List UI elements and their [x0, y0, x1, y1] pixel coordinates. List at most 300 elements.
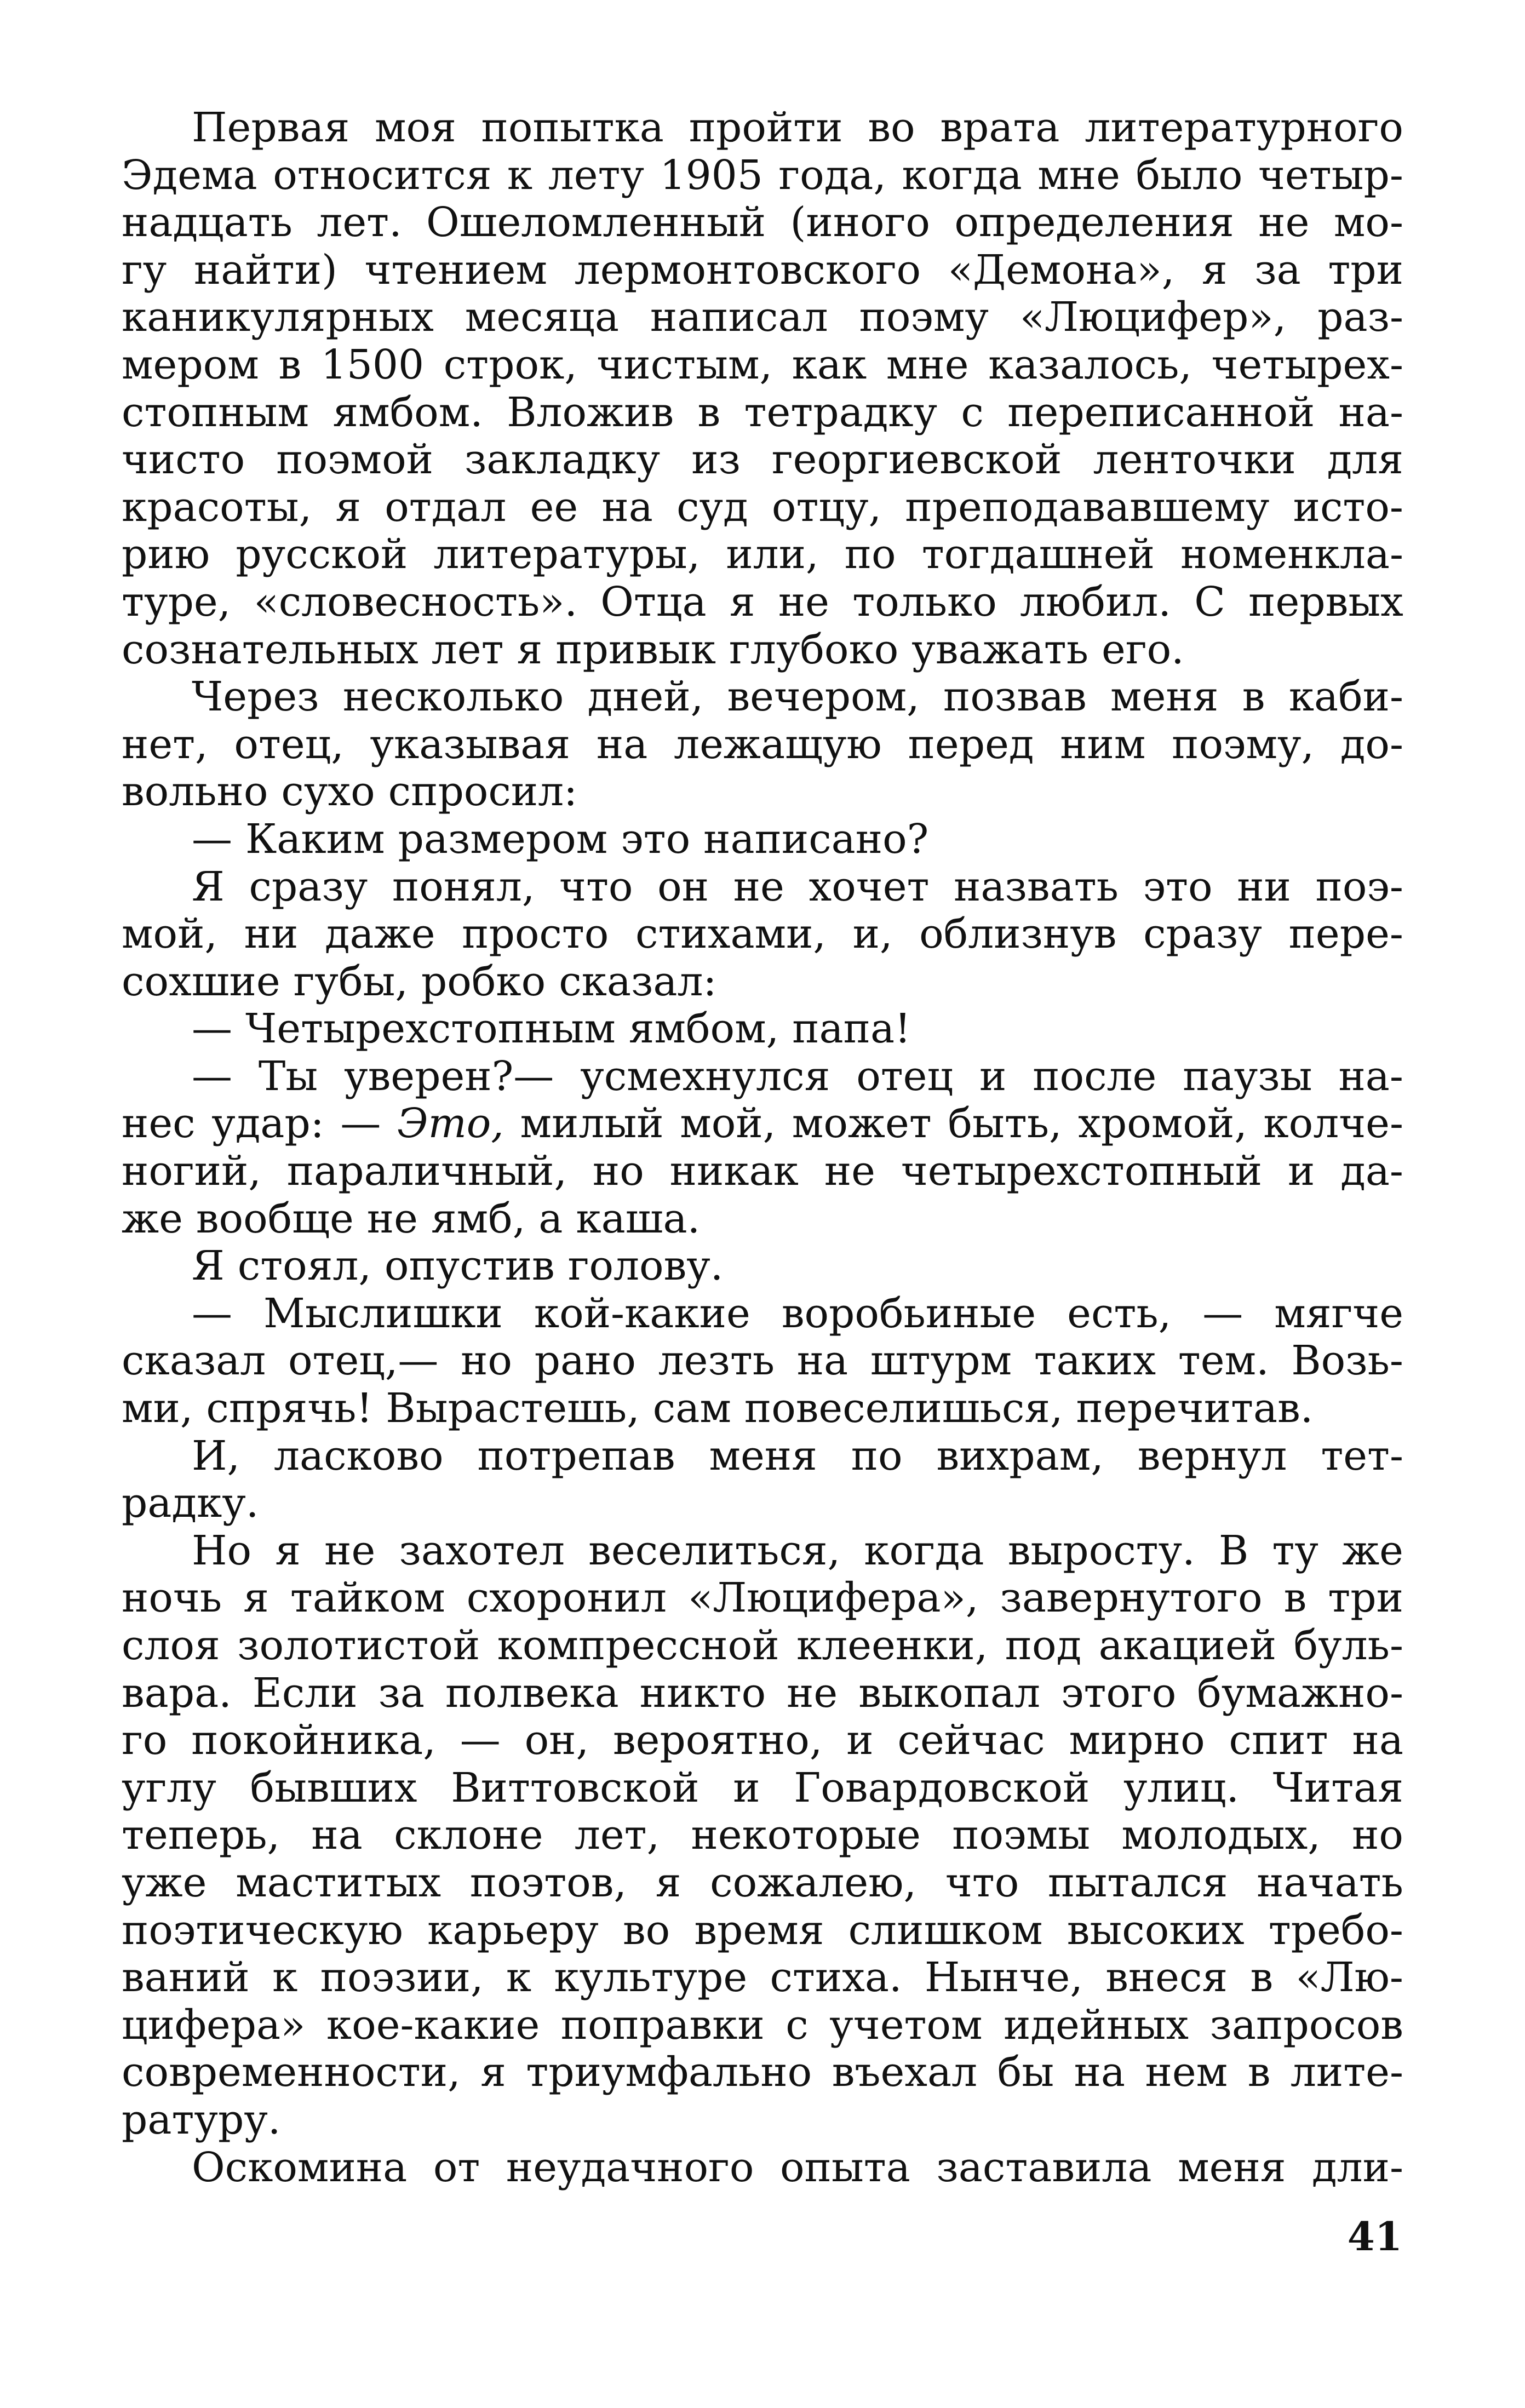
text-line	[122, 2144, 1403, 2192]
word: несколько	[342, 673, 564, 721]
word: и	[846, 1717, 874, 1764]
text-line	[122, 958, 1403, 1006]
word: клеенки,	[796, 1622, 988, 1669]
word: даже	[324, 910, 435, 958]
word: ямбом.	[332, 388, 483, 436]
word: Эдема	[122, 151, 257, 199]
word: и	[1288, 1148, 1315, 1195]
word: спросил:	[388, 768, 578, 816]
word: Нынче,	[924, 1954, 1083, 2002]
word: —	[192, 1289, 232, 1337]
word: нес	[122, 1100, 196, 1148]
word: не	[324, 1527, 376, 1574]
word: въехал	[832, 2049, 978, 2096]
word: написано?	[703, 815, 929, 863]
word: сказал:	[559, 958, 717, 1005]
word: это	[621, 815, 691, 863]
word: ямбом,	[628, 1005, 779, 1053]
word: вероятно,	[612, 1717, 823, 1764]
word: написал	[650, 294, 828, 341]
word: бывших	[250, 1764, 417, 1811]
word: таких	[1034, 1337, 1156, 1385]
word: лежащую	[674, 720, 882, 768]
word: —	[192, 1052, 232, 1100]
word: сохшие	[122, 958, 280, 1005]
word: ваний	[122, 1954, 250, 2002]
word: «Демона»,	[948, 246, 1175, 294]
text-line	[122, 1717, 1403, 1764]
text-line	[122, 2096, 1403, 2144]
word: стоял,	[237, 1242, 371, 1290]
word: три	[1328, 1574, 1403, 1622]
word: меня	[1178, 2143, 1286, 2191]
word: молодых,	[1121, 1811, 1321, 1859]
word: литературы,	[433, 531, 701, 578]
word: не	[366, 1195, 418, 1242]
text-line	[122, 152, 1403, 199]
word: —	[192, 815, 232, 863]
word: на-	[1338, 388, 1403, 436]
word: «Лю-	[1295, 1954, 1403, 2002]
word: тет-	[1321, 1432, 1403, 1480]
word: четырех-	[1211, 341, 1403, 388]
word: за	[1254, 246, 1301, 294]
text-line	[122, 1954, 1403, 2002]
word: после	[1033, 1052, 1157, 1100]
word: и	[979, 1052, 1007, 1100]
word: Читая	[1272, 1764, 1403, 1811]
word: полвека	[445, 1669, 619, 1717]
word: требо-	[1268, 1906, 1403, 1954]
word: сразу	[249, 863, 368, 910]
word: стихами,	[635, 910, 826, 958]
word: по	[851, 1432, 903, 1480]
word: в	[1250, 1954, 1274, 2002]
word: сожалею,	[710, 1859, 917, 1906]
word: повеселишься,	[744, 1385, 1063, 1432]
word: поэ-	[1315, 863, 1403, 910]
word: да-	[1340, 1148, 1403, 1195]
word: но	[592, 1148, 644, 1195]
word: начать	[1257, 1859, 1403, 1906]
text-line	[122, 1148, 1403, 1195]
word: поэзии,	[320, 1954, 484, 2002]
text-line	[122, 626, 1403, 674]
text-line	[122, 1053, 1403, 1100]
text-line	[122, 1622, 1403, 1670]
word: Виттовской	[451, 1764, 700, 1811]
word: ту	[1272, 1527, 1318, 1574]
word: облизнув	[919, 910, 1117, 958]
word: в	[697, 388, 721, 436]
word: во	[623, 1906, 670, 1954]
word: опустив	[384, 1242, 555, 1290]
word: за	[378, 1669, 425, 1717]
word: же	[1342, 1527, 1403, 1574]
word: что	[945, 1859, 1019, 1906]
text-line	[122, 1242, 1403, 1290]
word: но	[461, 1337, 512, 1385]
word: схоронил	[466, 1574, 667, 1622]
word: относится	[273, 151, 492, 199]
word: ногий,	[122, 1148, 261, 1195]
word: георгиевской	[771, 436, 1062, 484]
word: И,	[192, 1432, 240, 1480]
word: на	[596, 720, 648, 768]
text-line	[122, 341, 1403, 389]
text-line	[122, 531, 1403, 578]
word: он	[657, 863, 709, 910]
word: современности,	[122, 2049, 461, 2096]
word: преподававшему	[905, 483, 1270, 531]
word: запросов	[1209, 2001, 1403, 2049]
word: сразу	[1143, 910, 1262, 958]
word: сейчас	[897, 1717, 1045, 1764]
word: поэму	[859, 294, 989, 341]
word: культуре	[554, 1954, 748, 2002]
text-line	[122, 199, 1403, 246]
word: го	[122, 1717, 168, 1764]
word: номенкла-	[1180, 531, 1403, 578]
page-number: 41	[1347, 2213, 1402, 2260]
word: Каким	[245, 815, 385, 863]
word: на	[601, 483, 653, 531]
word: на	[796, 1337, 849, 1385]
word: Это,	[397, 1100, 504, 1148]
word: (иного	[790, 199, 930, 246]
word: и	[733, 1764, 760, 1811]
word: цифера»	[122, 2001, 306, 2049]
word: никто	[639, 1669, 766, 1717]
word: спит	[1229, 1717, 1328, 1764]
word: уважать	[911, 626, 1089, 673]
word: тайком	[290, 1574, 445, 1622]
word: и,	[852, 910, 893, 958]
word: меня	[1110, 673, 1219, 721]
text-line	[122, 1670, 1403, 1717]
word: понял,	[392, 863, 535, 910]
word: я	[729, 578, 755, 626]
word: каша.	[576, 1195, 701, 1242]
word: пытался	[1048, 1859, 1228, 1906]
word: ночь	[122, 1574, 222, 1622]
word: к	[507, 151, 533, 199]
word: к	[506, 1954, 532, 2002]
word: паузы	[1183, 1052, 1312, 1100]
word: не	[824, 1148, 875, 1195]
text-line	[122, 1859, 1403, 1907]
word: слишком	[848, 1906, 1043, 1954]
word: поэмы	[952, 1811, 1091, 1859]
word: —	[340, 1100, 381, 1148]
word: кой-какие	[534, 1289, 750, 1337]
word: Через	[192, 673, 319, 721]
word: спрячь!	[206, 1385, 373, 1432]
word: ленточки	[1093, 436, 1296, 484]
word: закладку	[464, 436, 661, 484]
word: углу	[122, 1764, 216, 1811]
word: определения	[954, 199, 1234, 246]
word: в	[278, 341, 302, 388]
word: рию	[122, 531, 210, 578]
word: отцу,	[771, 483, 882, 531]
word: когда	[902, 151, 1022, 199]
word: пройти	[689, 104, 843, 151]
text-line	[122, 436, 1403, 484]
word: это	[1143, 863, 1213, 910]
word: красоты,	[122, 483, 312, 531]
word: Говардовской	[794, 1764, 1090, 1811]
word: на-	[1338, 1052, 1403, 1100]
word: указывая	[370, 720, 571, 768]
word: есть,	[1067, 1289, 1172, 1337]
word: я	[243, 1574, 269, 1622]
word: строк,	[443, 341, 577, 388]
word: некоторые	[691, 1811, 921, 1859]
text-line	[122, 1290, 1403, 1338]
text-line	[122, 768, 1403, 816]
word: для	[1327, 436, 1403, 484]
word: компрессной	[497, 1622, 779, 1669]
word: или,	[726, 531, 819, 578]
word: надцать	[122, 199, 293, 246]
text-line	[122, 1764, 1403, 1812]
word: лермонтовского	[574, 246, 921, 294]
word: четыр-	[1258, 151, 1403, 199]
word: теперь,	[122, 1811, 280, 1859]
word: никак	[669, 1148, 799, 1195]
word: кое-какие	[326, 2001, 540, 2049]
word: мой,	[680, 1100, 776, 1148]
word: завернутого	[1000, 1574, 1263, 1622]
word: чисто	[122, 436, 245, 484]
word: этого	[1061, 1669, 1177, 1717]
word: ратуру.	[122, 2096, 281, 2143]
word: когда	[864, 1527, 984, 1574]
word: усмехнулся	[580, 1052, 830, 1100]
word: Мыслишки	[263, 1289, 503, 1337]
word: лет,	[574, 1811, 660, 1859]
word: радку.	[122, 1480, 259, 1527]
word: отец	[856, 1052, 954, 1100]
word: папа!	[792, 1005, 911, 1053]
word: сам	[652, 1385, 731, 1432]
word: меня	[709, 1432, 817, 1480]
text-line	[122, 1337, 1403, 1385]
text-line	[122, 721, 1403, 769]
word: вара.	[122, 1669, 232, 1717]
word: назвать	[954, 863, 1119, 910]
word: первых	[1248, 578, 1403, 626]
word: «Люцифер»,	[1019, 294, 1287, 341]
text-line	[122, 1385, 1403, 1432]
text-line	[122, 1811, 1403, 1859]
word: стопным	[122, 388, 309, 436]
word: лите-	[1290, 2049, 1403, 2096]
word: заставила	[936, 2143, 1152, 2191]
word: потрепав	[477, 1432, 675, 1480]
word: я	[275, 1527, 301, 1574]
word: —	[192, 1005, 232, 1053]
word: лет.	[317, 199, 402, 246]
word: удар:	[211, 1100, 324, 1148]
word: Если	[252, 1669, 358, 1717]
word: отец,	[234, 720, 344, 768]
word: сухо	[281, 768, 375, 816]
word: сказал	[122, 1337, 266, 1385]
word: русской	[236, 531, 408, 578]
word: как	[792, 341, 867, 388]
word: склоне	[394, 1811, 543, 1859]
word: отдал	[385, 483, 507, 531]
word: исто-	[1293, 483, 1403, 531]
word: ним	[1060, 720, 1146, 768]
word: Но	[192, 1527, 252, 1574]
word: нем	[1145, 2049, 1228, 2096]
word: поэму,	[1172, 720, 1315, 768]
word: ни	[1237, 863, 1291, 910]
word: —	[1202, 1289, 1243, 1337]
word: мне	[1037, 151, 1120, 199]
word: до-	[1340, 720, 1403, 768]
word: захотел	[399, 1527, 565, 1574]
word: по	[844, 531, 896, 578]
word: поэтов,	[469, 1859, 627, 1906]
word: стиха.	[770, 1954, 902, 2002]
text-line	[122, 389, 1403, 437]
word: во	[868, 104, 915, 151]
word: «Люцифера»,	[688, 1574, 979, 1622]
word: выкопал	[858, 1669, 1041, 1717]
word: Вырастешь,	[386, 1385, 640, 1432]
word: он,	[524, 1717, 589, 1764]
word: гу	[122, 246, 167, 294]
word: —	[460, 1717, 501, 1764]
text-line	[122, 673, 1403, 721]
text-line	[122, 1005, 1403, 1053]
word: сознательных	[122, 626, 418, 673]
word: каникулярных	[122, 294, 434, 341]
word: отец,—	[288, 1337, 439, 1385]
text-line	[122, 1907, 1403, 1954]
word: губы,	[293, 958, 408, 1005]
word: я	[480, 2049, 506, 2096]
word: я	[335, 483, 361, 531]
word: опыта	[779, 2143, 910, 2191]
text-line	[122, 2002, 1403, 2049]
word: мирно	[1069, 1717, 1205, 1764]
text-line	[122, 1480, 1403, 1527]
word: поправки	[560, 2001, 765, 2049]
text-line	[122, 246, 1403, 294]
word: Вложив	[507, 388, 674, 436]
word: к	[272, 1954, 298, 2002]
word: неудачного	[506, 2143, 754, 2191]
word: не	[1258, 199, 1310, 246]
word: не	[787, 1669, 838, 1717]
word: моя	[374, 104, 456, 151]
word: дли-	[1312, 2143, 1403, 2191]
word: переписанной	[1007, 388, 1315, 436]
word: мне	[886, 341, 969, 388]
word: что	[559, 863, 633, 910]
word: на	[1352, 1717, 1403, 1764]
word: время	[694, 1906, 824, 1954]
word: года,	[778, 151, 886, 199]
word: каби-	[1288, 673, 1403, 721]
word: четырехстопный	[901, 1148, 1263, 1195]
word: но	[1352, 1811, 1403, 1859]
word: воробьиные	[781, 1289, 1036, 1337]
word: ни	[244, 910, 299, 958]
word: нет,	[122, 720, 208, 768]
word: от	[433, 2143, 480, 2191]
word: высоких	[1067, 1906, 1245, 1954]
word: на	[311, 1811, 363, 1859]
word: чистым,	[597, 341, 773, 388]
word: позвав	[943, 673, 1087, 721]
word: хромой,	[1078, 1100, 1247, 1148]
word: золотистой	[237, 1622, 480, 1669]
text-line	[122, 863, 1403, 911]
word: Я	[192, 863, 225, 910]
word: мером	[122, 341, 259, 388]
word: только	[852, 578, 997, 626]
word: чтением	[364, 246, 548, 294]
word: в	[1283, 1574, 1307, 1622]
word: С	[1194, 578, 1225, 626]
word: я	[655, 1859, 681, 1906]
word: Четырехстопным	[245, 1005, 616, 1053]
word: бумажно-	[1197, 1669, 1403, 1717]
word: было	[1136, 151, 1243, 199]
word: привык	[555, 626, 716, 673]
word: быть,	[948, 1100, 1062, 1148]
word: Первая	[192, 104, 350, 151]
word: с	[961, 388, 984, 436]
word: колче-	[1263, 1100, 1403, 1148]
word: лету	[548, 151, 644, 199]
text-line	[122, 104, 1403, 152]
word: тем.	[1178, 1337, 1269, 1385]
word: лет	[431, 626, 504, 673]
word: туре,	[122, 578, 231, 626]
text-line	[122, 294, 1403, 341]
text-line	[122, 1100, 1403, 1148]
word: вообще	[196, 1195, 354, 1242]
word: с	[786, 2001, 809, 2049]
word: мо-	[1333, 199, 1403, 246]
word: под	[1005, 1622, 1082, 1669]
word: учетом	[829, 2001, 983, 2049]
word: его.	[1102, 626, 1184, 673]
word: месяца	[465, 294, 619, 341]
word: лезть	[658, 1337, 775, 1385]
word: же	[122, 1195, 183, 1242]
word: уверен?—	[344, 1052, 554, 1100]
word: Возь-	[1291, 1337, 1403, 1385]
word: глубоко	[729, 626, 899, 673]
word: а	[538, 1195, 563, 1242]
word: триумфально	[526, 2049, 812, 2096]
word: я	[1201, 246, 1228, 294]
body-text	[122, 104, 1403, 2191]
word: Отца	[600, 578, 707, 626]
word: не	[778, 578, 829, 626]
word: раз-	[1317, 294, 1403, 341]
word: на	[1074, 2049, 1126, 2096]
word: из	[691, 436, 741, 484]
